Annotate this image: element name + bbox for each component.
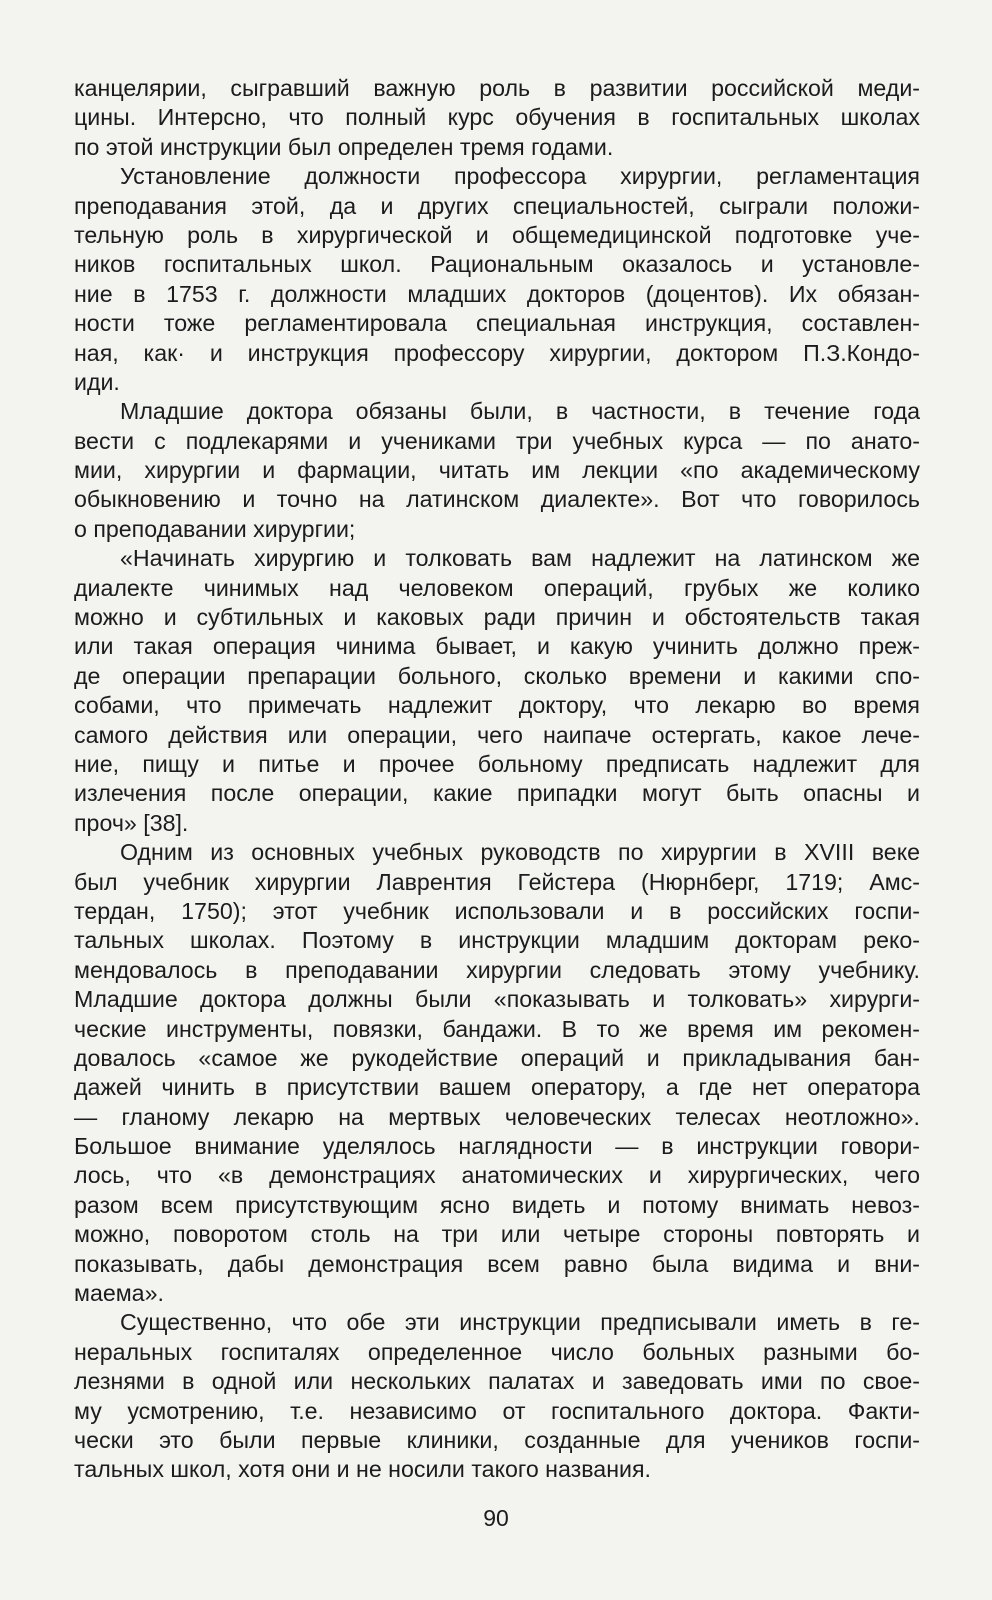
text-line: маема». bbox=[74, 1280, 164, 1307]
text-line: вести с подлекарями и учениками три учебных курса — по анато- bbox=[74, 427, 920, 454]
text-line: Установление должности профессора хирургии, регламентация bbox=[120, 163, 920, 190]
text-line: Младшие доктора должны были «показывать и толковать» хирурги- bbox=[74, 986, 920, 1013]
text-line: Младшие доктора обязаны были, в частности, в течение года bbox=[120, 398, 920, 425]
text-line: Большое внимание уделялось наглядности — в инструкции говори- bbox=[74, 1133, 920, 1160]
text-line: тальных школах. Поэтому в инструкции младшим докторам реко- bbox=[74, 927, 920, 954]
text-line: ная, как· и инструкция профессору хирургии, доктором П.З.Кондо- bbox=[74, 339, 920, 366]
text-line: ние в 1753 г. должности младших докторов (доцентов). Их обязан- bbox=[74, 280, 920, 307]
text-line: Одним из основных учебных руководств по хирургии в XVIII веке bbox=[120, 839, 920, 866]
text-line: ние, пищу и питье и прочее больному предписать надлежит для bbox=[74, 750, 920, 777]
text-line: лезнями в одной или нескольких палатах и заведовать ими по свое- bbox=[74, 1368, 920, 1395]
text-line: излечения после операции, какие припадки могут быть опасны и bbox=[74, 780, 920, 807]
page-number: 90 bbox=[483, 1505, 509, 1531]
body-text bbox=[74, 74, 920, 1485]
text-line: ников госпитальных школ. Рациональным оказалось и установле- bbox=[74, 251, 920, 278]
text-line: был учебник хирургии Лаврентия Гейстера (Нюрнберг, 1719; Амс- bbox=[74, 868, 920, 895]
text-line: мии, хирургии и фармации, читать им лекции «по академическому bbox=[74, 457, 920, 484]
text-line: самого действия или операции, чего наипаче остергать, какое лече- bbox=[74, 721, 920, 748]
text-line: разом всем присутствующим ясно видеть и потому внимать невоз- bbox=[74, 1191, 920, 1218]
text-line: цины. Интерсно, что полный курс обучения в госпитальных школах bbox=[74, 104, 920, 131]
text-line: иди. bbox=[74, 368, 120, 395]
text-line: довалось «самое же рукодействие операций и прикладывания бан- bbox=[74, 1044, 920, 1071]
text-line: проч» [38]. bbox=[74, 809, 189, 836]
text-line: му усмотрению, т.е. независимо от госпитального доктора. Факти- bbox=[74, 1397, 920, 1424]
text-line: можно, поворотом столь на три или четыре стороны повторять и bbox=[74, 1221, 920, 1248]
text-line: ности тоже регламентировала специальная инструкция, составлен- bbox=[74, 310, 920, 337]
text-line: Существенно, что обе эти инструкции предписывали иметь в ге- bbox=[120, 1309, 920, 1336]
text-line: показывать, дабы демонстрация всем равно была видима и вни- bbox=[74, 1250, 920, 1277]
text-line: можно и субтильных и каковых ради причин и обстоятельств такая bbox=[74, 604, 920, 631]
text-line: дажей чинить в присутствии вашем оператору, а где нет оператора bbox=[74, 1074, 920, 1101]
text-line: или такая операция чинима бывает, и какую учинить должно преж- bbox=[74, 633, 920, 660]
text-line: тальных школ, хотя они и не носили такого названия. bbox=[74, 1456, 651, 1483]
text-line: де операции препарации больного, сколько времени и какими спо- bbox=[74, 662, 920, 689]
text-line: тельную роль в хирургической и общемедицинской подготовке уче- bbox=[74, 221, 920, 248]
text-line: канцелярии, сыгравший важную роль в развитии российской меди- bbox=[74, 75, 920, 101]
text-line: диалекте чинимых над человеком операций, грубых же колико bbox=[74, 574, 920, 601]
text-line: чески это были первые клиники, созданные для учеников госпи- bbox=[74, 1426, 920, 1453]
text-line: лось, что «в демонстрациях анатомических и хирургических, чего bbox=[74, 1162, 920, 1189]
text-line: — гланому лекарю на мертвых человеческих телесах неотложно». bbox=[74, 1103, 920, 1130]
text-line: собами, что примечать надлежит доктору, что лекарю во время bbox=[74, 692, 920, 719]
text-line: тердан, 1750); этот учебник использовали и в российских госпи- bbox=[74, 897, 920, 924]
text-line: мендовалось в преподавании хирургии следовать этому учебнику. bbox=[74, 956, 920, 983]
text-line: ческие инструменты, повязки, бандажи. В то же время им рекомен- bbox=[74, 1015, 920, 1042]
text-line: по этой инструкции был определен тремя годами. bbox=[74, 133, 614, 160]
text-line: обыкновению и точно на латинском диалекте». Вот что говорилось bbox=[74, 486, 920, 513]
text-line: «Начинать хирургию и толковать вам надлежит на латинском же bbox=[120, 545, 920, 572]
text-line: неральных госпиталях определенное число больных разными бо- bbox=[74, 1338, 920, 1365]
text-line: преподавания этой, да и других специальностей, сыграли положи- bbox=[74, 192, 920, 219]
text-line: о преподавании хирургии; bbox=[74, 515, 356, 542]
